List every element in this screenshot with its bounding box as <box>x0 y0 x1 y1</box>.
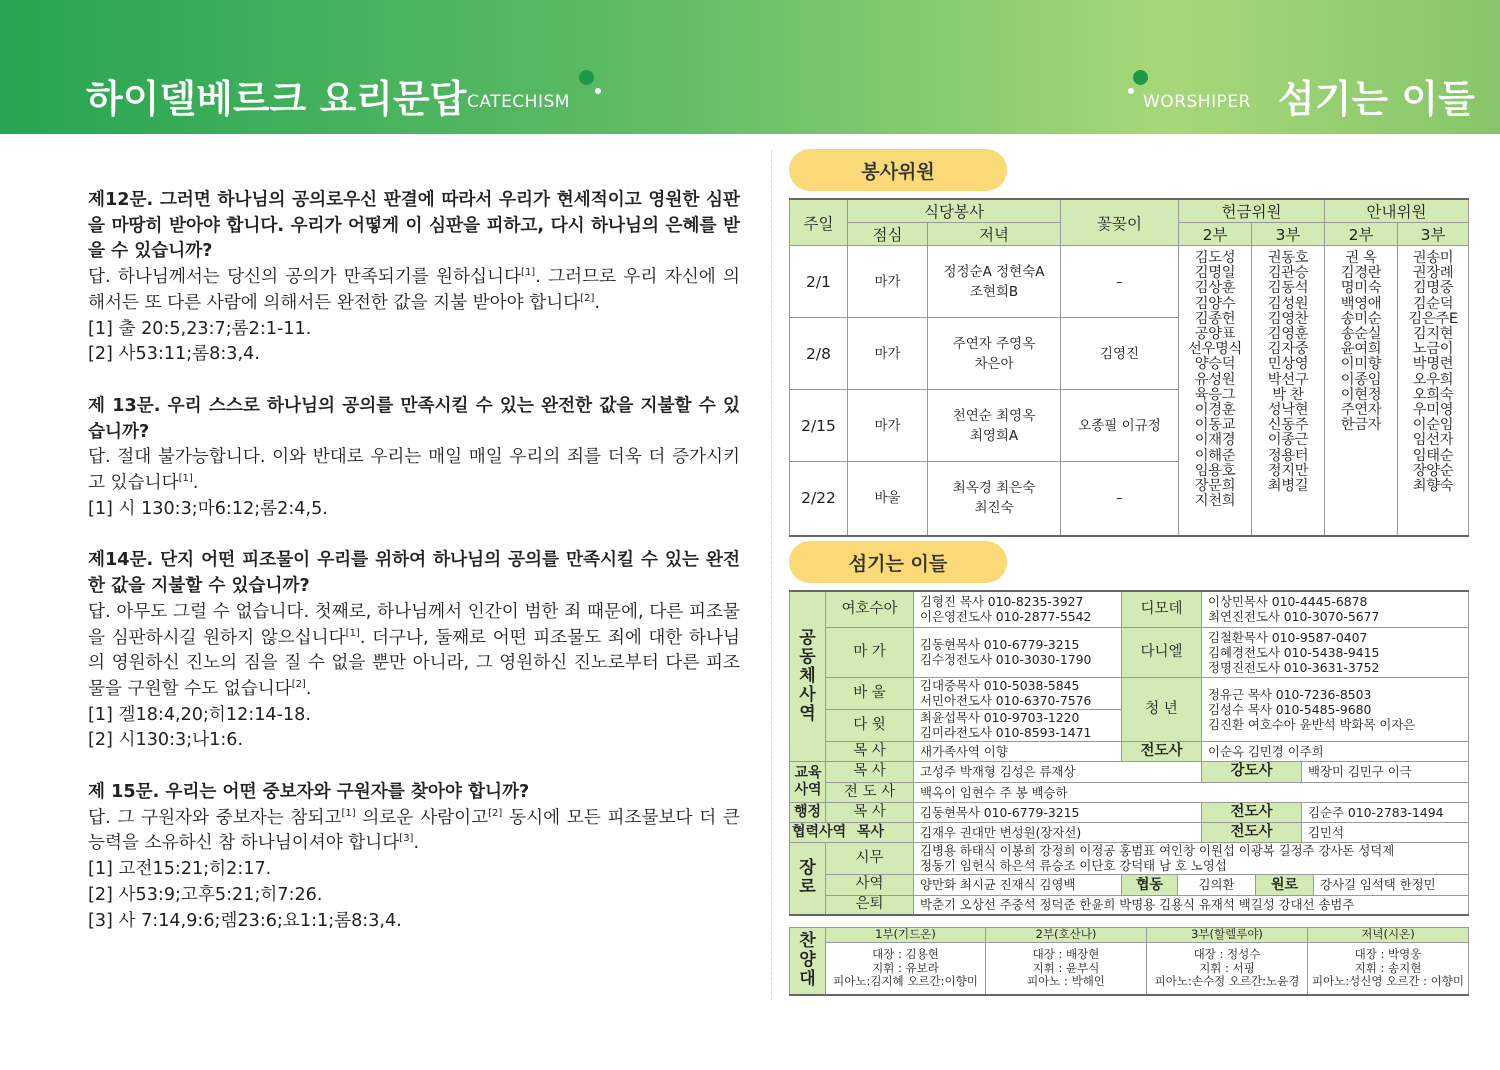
reference: [3] 사 7:14,9:6;렘23:6;요1:1;롬8:3,4. <box>88 910 402 931</box>
role-label: 다니엘 <box>1122 627 1202 677</box>
header-offering-2: 2부 <box>1179 223 1252 246</box>
role-label: 전도사 <box>1202 822 1302 842</box>
role-value: 양만화 최시균 진재식 김영백 <box>914 875 1122 895</box>
role-label: 다 윗 <box>826 709 914 741</box>
role-value: 김철환목사 010-9587-0407 김혜경전도사 010-5438-9415 정명진전도사 010-3631-3752 <box>1202 627 1469 677</box>
lunch-cell: 바울 <box>848 462 928 536</box>
role-value: 고성주 박재형 김성은 류재상 <box>914 761 1202 782</box>
lunch-cell: 마가 <box>848 246 928 318</box>
role-value: 김민석 <box>1302 822 1469 842</box>
volunteers-pill: 봉사위원 <box>789 149 1007 191</box>
answer-text: 답. 그 구원자와 중보자는 참되고[1] 의로운 사람이고[2] 동시에 모든 피조물보다 더 큰 능력을 소유하신 참 하나님이셔야 합니다[3]. <box>88 807 740 854</box>
question-text: 제14문. 단지 어떤 피조물이 우리를 위하여 하나님의 공의를 만족시킬 수 있는 완전한 값을 지불할 수 있습니까? <box>88 550 740 597</box>
admin-label: 행정 <box>790 802 826 822</box>
question-12 <box>88 188 740 368</box>
choir-name: 저녁(시온) <box>1308 928 1469 943</box>
choir-members: 대장 : 김용현 지휘 : 유보라 피아노:김지혜 오르간:이향미 <box>826 943 986 995</box>
role-label: 전도사 <box>1122 741 1202 761</box>
dinner-cell: 주연자 주영옥 차은아 <box>928 318 1061 390</box>
dinner-cell: 정정순A 정현숙A 조현희B <box>928 246 1061 318</box>
flower-cell: 오종필 이규정 <box>1061 390 1179 462</box>
question-14 <box>88 548 740 754</box>
role-value: 김의환 <box>1178 875 1256 895</box>
header-guide-3: 3부 <box>1398 223 1469 246</box>
role-value: 박춘기 오상선 주중석 정덕준 한윤희 박명용 김용식 유재석 백길성 강대선 송범주 <box>914 895 1469 915</box>
header-flower: 꽃꽂이 <box>1061 199 1179 246</box>
role-label: 강도사 <box>1202 761 1302 782</box>
header-date: 주일 <box>790 199 848 246</box>
catechism-title: 하이델베르크 요리문답 <box>86 77 467 121</box>
flower-cell: 김영진 <box>1061 318 1179 390</box>
role-label: 협동 <box>1122 875 1178 895</box>
worshiper-title: 섬기는 이들 <box>1278 77 1475 121</box>
choir-members: 대장 : 박영웅 지휘 : 송지현 피아노:성신영 오르간 : 이향미 <box>1308 943 1469 995</box>
role-value: 강사길 임석택 한정민 <box>1320 876 1436 892</box>
header-guide-2: 2부 <box>1325 223 1398 246</box>
header-lunch: 점심 <box>848 223 928 246</box>
column-divider <box>771 150 772 1000</box>
header-banner <box>0 0 1500 134</box>
question-text: 제12문. 그러면 하나님의 공의로우신 판결에 따라서 우리가 현세적이고 영원한 심판을 마땅히 받아야 합니다. 우리가 어떻게 이 심판을 피하고, 다시 하나님의 은혜를 받을 수 있습니까? <box>88 190 740 262</box>
choir-name: 1부(기드온) <box>826 928 986 943</box>
lunch-cell: 마가 <box>848 318 928 390</box>
role-label: 목 사 <box>826 802 914 822</box>
catechism-column <box>88 188 740 934</box>
role-label: 여호수아 <box>826 591 914 627</box>
role-label: 디모데 <box>1122 591 1202 627</box>
choir-members: 대장 : 배장현 지휘 : 윤부식 피아노 : 박해인 <box>986 943 1147 995</box>
role-value: 정유근 목사 010-7236-8503 김성수 목사 010-5485-9680 김진환 여호수아 윤반석 박화목 이자은 <box>1202 677 1469 741</box>
role-value: 백옥이 임현수 주 봉 백승하 <box>914 782 1469 802</box>
role-value: 새가족사역 이향 <box>914 741 1122 761</box>
role-value: 이상민목사 010-4445-6878 최연진전도사 010-3070-5677 <box>1202 591 1469 627</box>
role-value: 김재우 권대만 변성원(장자선) <box>914 822 1202 842</box>
role-value: 김대중목사 010-5038-5845 서민아전도사 010-6370-7576 <box>914 677 1122 709</box>
answer-text: 답. 아무도 그럴 수 없습니다. 첫째로, 하나님께서 인간이 범한 죄 때문에, 다른 피조물을 심판하시길 원하지 않으십니다[1]. 더구나, 둘째로 어떤 피조물도 죄에 대한 하나님의 영원하신 진노의 짐을 질 수 없을 뿐만 아니라, 그 영원하신 진노로부터 다른 피조물을 구원할 수도 없습니다[2]. <box>88 601 740 699</box>
white-dot-icon <box>595 88 601 94</box>
role-label: 전 도 사 <box>826 782 914 802</box>
green-dot-icon <box>1133 70 1148 85</box>
servants-table <box>789 590 1469 916</box>
offering-2-names: 김도성 김명일 김상훈 김양수 김종헌 공양표 선우명식 양승덕 유성원 육응그 이경훈 이동교 이재경 이해준 임용호 장문희 지천희 <box>1179 246 1252 536</box>
reference: [2] 시130:3;나1:6. <box>88 730 244 751</box>
reference: [1] 겔18:4,20;히12:14-18. <box>88 704 311 725</box>
offering-3-names: 권동호 김관승 김동석 김성원 김영찬 김영훈 김자중 민상영 박선구 박 찬 성낙현 신동주 이종근 정용터 정지만 최병길 <box>1252 246 1325 536</box>
role-label: 전도사 <box>1202 802 1302 822</box>
header-dinner: 저녁 <box>928 223 1061 246</box>
question-13 <box>88 394 740 523</box>
role-value: 김동현목사 010-6779-3215 김수정전도사 010-3030-1790 <box>914 627 1122 677</box>
choir-label: 찬양대 <box>790 928 826 995</box>
dinner-cell: 최옥경 최은숙 최진숙 <box>928 462 1061 536</box>
reference: [1] 고전15:21;히2:17. <box>88 859 272 880</box>
date-cell: 2/15 <box>790 390 848 462</box>
community-label: 공동체사역 <box>790 591 826 761</box>
reference: [1] 시 130:3;마6:12;롬2:4,5. <box>88 498 328 519</box>
role-value: 김병용 하태식 이봉희 강정희 이정공 홍범표 여인창 이원섭 이광복 길정주 강사돈 성덕제 정동기 임헌식 하은석 류승조 이단호 강덕태 남 호 노영섭 <box>914 842 1469 874</box>
education-label: 교육사역 <box>790 761 826 802</box>
ministry-row <box>914 874 1469 895</box>
role-label: 원로 <box>1256 875 1314 895</box>
choir-table <box>789 927 1469 996</box>
dinner-cell: 천연순 최영옥 최영희A <box>928 390 1061 462</box>
role-label: 시무 <box>826 842 914 874</box>
choir-name: 3부(할렐루야) <box>1147 928 1308 943</box>
volunteers-table <box>789 198 1469 537</box>
role-value: 김순주 010-2783-1494 <box>1302 802 1469 822</box>
worshiper-subtitle: WORSHIPER <box>1143 92 1251 112</box>
question-15 <box>88 780 740 934</box>
guide-3-names: 권송미 권장례 김명중 김순덕 김은주E 김지현 노금이 박명련 오우희 오희숙 우미영 이순임 임선자 임태순 장양순 최향숙 <box>1398 246 1469 536</box>
question-text: 제 13문. 우리 스스로 하나님의 공의를 만족시킬 수 있는 완전한 값을 지불할 수 있습니까? <box>88 395 740 442</box>
header-guide: 안내위원 <box>1325 199 1469 223</box>
catechism-subtitle: CATECHISM <box>467 92 570 112</box>
role-label: 청 년 <box>1122 677 1202 741</box>
role-value: 최윤섭목사 010-9703-1220 김미라전도사 010-8593-1471 <box>914 709 1122 741</box>
role-label: 목 사 <box>826 741 914 761</box>
answer-text: 답. 하나님께서는 당신의 공의가 만족되기를 원하십니다[1]. 그러므로 우리 자신에 의해서든 또 다른 사람에 의해서든 완전한 값을 지불 받아야 합니다[2]. <box>88 267 740 313</box>
role-label: 은퇴 <box>826 895 914 915</box>
white-dot-icon <box>1128 88 1134 94</box>
role-value: 김형진 목사 010-8235-3927 이은영전도사 010-2877-5542 <box>914 591 1122 627</box>
choir-name: 2부(호산나) <box>986 928 1147 943</box>
reference: [2] 사53:11;롬8:3,4. <box>88 344 260 365</box>
role-value: 백장미 김민구 이극 <box>1302 761 1469 782</box>
choir-members: 대장 : 정성수 지휘 : 서핑 피아노:손수정 오르간:노윤경 <box>1147 943 1308 995</box>
role-label: 마 가 <box>826 627 914 677</box>
date-cell: 2/8 <box>790 318 848 390</box>
role-label: 바 울 <box>826 677 914 709</box>
header-offering-3: 3부 <box>1252 223 1325 246</box>
lunch-cell: 마가 <box>848 390 928 462</box>
role-value: 이순옥 김민경 이주희 <box>1202 741 1469 761</box>
guide-2-names: 권 옥 김경란 명미숙 백영애 송미순 송순실 윤여희 이미향 이종임 이현정 주연자 한금자 <box>1325 246 1398 536</box>
green-dot-icon <box>579 70 594 85</box>
role-label: 목 사 <box>826 761 914 782</box>
date-cell: 2/1 <box>790 246 848 318</box>
question-text: 제 15문. 우리는 어떤 중보자와 구원자를 찾아야 합니까? <box>88 782 530 803</box>
table-row <box>790 246 1469 318</box>
servants-pill: 섬기는 이들 <box>789 541 1007 583</box>
flower-cell: – <box>1061 246 1179 318</box>
reference: [1] 출 20:5,23:7;롬2:1-11. <box>88 318 312 339</box>
date-cell: 2/22 <box>790 462 848 536</box>
header-offering: 헌금위원 <box>1179 199 1325 223</box>
header-meal: 식당봉사 <box>848 199 1061 223</box>
role-label: 사역 <box>826 874 914 895</box>
reference: [2] 사53:9;고후5:21;히7:26. <box>88 884 323 905</box>
answer-text: 답. 절대 불가능합니다. 이와 반대로 우리는 매일 매일 우리의 죄를 더욱 더 증가시키고 있습니다[1]. <box>88 447 740 494</box>
cooperation-label: 협력사역 목사 <box>790 822 914 842</box>
elders-label: 장로 <box>790 842 826 915</box>
role-value: 김동현목사 010-6779-3215 <box>914 802 1202 822</box>
flower-cell: – <box>1061 462 1179 536</box>
